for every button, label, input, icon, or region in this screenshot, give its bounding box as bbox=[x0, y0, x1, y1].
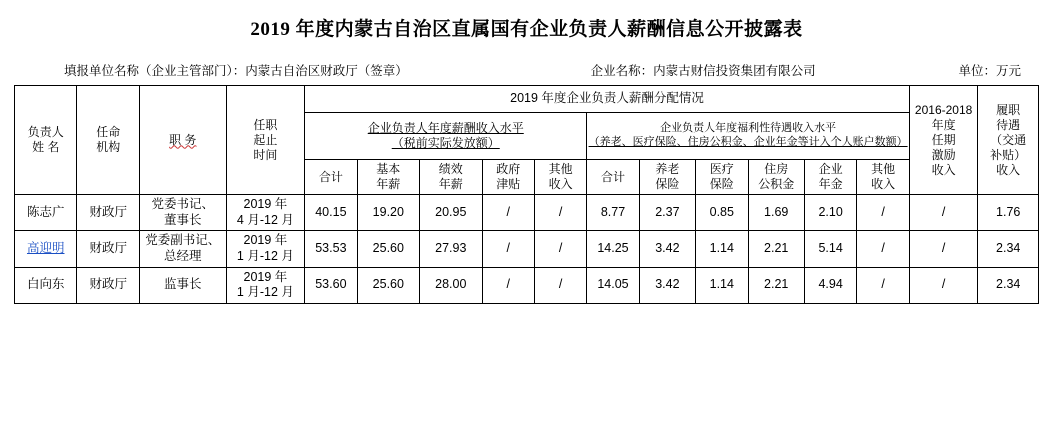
row-tenure-line2: 1 月-12 月 bbox=[236, 285, 294, 300]
row-salary-total: 40.15 bbox=[305, 195, 357, 231]
meta-row bbox=[14, 61, 1039, 79]
table-row bbox=[15, 231, 1039, 267]
row-performance-salary: 20.95 bbox=[420, 195, 482, 231]
row-welfare-other: / bbox=[857, 231, 910, 267]
header-welfare-group bbox=[587, 113, 910, 160]
row-annuity: 5.14 bbox=[804, 231, 856, 267]
header-duty-income bbox=[978, 86, 1039, 195]
row-org: 财政厅 bbox=[77, 195, 139, 231]
row-org: 财政厅 bbox=[77, 267, 139, 303]
row-annuity: 4.94 bbox=[804, 267, 856, 303]
header-welfare-group-line2: （养老、医疗保险、住房公积金、企业年金等计入个人账户数额） bbox=[588, 136, 908, 148]
row-medical: 1.14 bbox=[696, 231, 748, 267]
header-name-line2: 姓 名 bbox=[32, 140, 60, 154]
header-annuity-line1: 企业 bbox=[818, 162, 843, 176]
header-housing-fund-line1: 住房 bbox=[764, 162, 789, 176]
row-other-income: / bbox=[534, 267, 586, 303]
row-position-line2: 董事长 bbox=[164, 212, 202, 227]
row-org: 财政厅 bbox=[77, 231, 139, 267]
row-base-salary: 25.60 bbox=[357, 267, 419, 303]
row-position bbox=[139, 195, 226, 231]
header-appoint-org bbox=[77, 86, 139, 195]
header-tenure-line2: 起止 bbox=[253, 132, 278, 147]
header-duty-line2: 待遇 bbox=[996, 117, 1021, 132]
header-group-title: 2019 年度企业负责人薪酬分配情况 bbox=[305, 86, 910, 113]
company-name-label: 企业名称：内蒙古财信投资集团有限公司 bbox=[590, 64, 816, 78]
header-duty-line4: 补贴） bbox=[990, 147, 1027, 162]
row-position bbox=[139, 231, 226, 267]
header-incentive-line3: 任期 bbox=[931, 132, 956, 147]
row-name: 白向东 bbox=[15, 267, 77, 303]
header-name-line1: 负责人 bbox=[27, 125, 64, 139]
row-incentive: / bbox=[909, 231, 978, 267]
header-annuity bbox=[804, 160, 856, 195]
reporting-unit-label: 填报单位名称（企业主管部门）：内蒙古自治区财政厅（签章） bbox=[64, 64, 408, 78]
row-medical: 0.85 bbox=[696, 195, 748, 231]
row-housing-fund: 2.21 bbox=[748, 231, 804, 267]
row-name-link[interactable]: 高迎明 bbox=[26, 241, 65, 256]
header-incentive-line1: 2016-2018 bbox=[914, 102, 973, 117]
header-welfare-other bbox=[857, 160, 910, 195]
header-welfare-group-line1: 企业负责人年度福利性待遇收入水平 bbox=[660, 122, 837, 135]
header-position-label: 职 务 bbox=[169, 132, 197, 147]
row-welfare-other: / bbox=[857, 267, 910, 303]
row-tenure bbox=[226, 231, 305, 267]
header-welfare-other-line2: 收入 bbox=[871, 177, 896, 191]
page-title: 2019 年度内蒙古自治区直属国有企业负责人薪酬信息公开披露表 bbox=[250, 19, 803, 40]
row-tenure-line2: 4 月-12 月 bbox=[236, 212, 294, 227]
row-duty: 1.76 bbox=[978, 195, 1039, 231]
unit-label: 单位：万元 bbox=[958, 64, 1021, 78]
row-welfare-total: 14.25 bbox=[587, 231, 639, 267]
row-position-line1: 党委书记、 bbox=[151, 197, 215, 211]
row-performance-salary: 28.00 bbox=[420, 267, 482, 303]
row-salary-total: 53.60 bbox=[305, 267, 357, 303]
header-medical-line2: 保险 bbox=[709, 177, 734, 191]
table-row bbox=[15, 195, 1039, 231]
row-position-line1: 党委副书记、 bbox=[145, 233, 221, 248]
header-other-income-line1: 其他 bbox=[548, 162, 573, 176]
row-salary-total: 53.53 bbox=[305, 231, 357, 267]
header-incentive-income bbox=[909, 86, 978, 195]
header-annuity-line2: 年金 bbox=[818, 177, 843, 191]
header-incentive-line2: 年度 bbox=[931, 117, 956, 132]
header-position bbox=[139, 86, 226, 195]
header-salary-group-line1: 企业负责人年度薪酬收入水平 bbox=[367, 121, 524, 135]
row-tenure-line1: 2019 年 bbox=[243, 269, 288, 284]
header-salary-group-line2: （税前实际发放额） bbox=[391, 136, 500, 150]
header-performance-salary-line1: 绩效 bbox=[438, 162, 463, 176]
header-other-income-line2: 收入 bbox=[548, 177, 573, 191]
row-base-salary: 19.20 bbox=[357, 195, 419, 231]
row-welfare-total: 14.05 bbox=[587, 267, 639, 303]
row-pension: 3.42 bbox=[639, 267, 695, 303]
header-housing-fund bbox=[748, 160, 804, 195]
row-tenure-line1: 2019 年 bbox=[243, 233, 288, 248]
header-duty-line1: 履职 bbox=[996, 102, 1021, 117]
row-base-salary: 25.60 bbox=[357, 231, 419, 267]
header-tenure-line1: 任职 bbox=[253, 117, 278, 132]
row-other-income: / bbox=[534, 195, 586, 231]
row-annuity: 2.10 bbox=[804, 195, 856, 231]
header-tenure bbox=[226, 86, 305, 195]
header-base-salary-line2: 年薪 bbox=[376, 177, 401, 191]
header-duty-line3: （交通 bbox=[990, 132, 1027, 147]
row-government-subsidy: / bbox=[482, 231, 534, 267]
header-medical-line1: 医疗 bbox=[709, 162, 734, 176]
row-government-subsidy: / bbox=[482, 195, 534, 231]
row-welfare-other: / bbox=[857, 195, 910, 231]
row-incentive: / bbox=[909, 195, 978, 231]
row-other-income: / bbox=[534, 231, 586, 267]
header-pension bbox=[639, 160, 695, 195]
header-housing-fund-line2: 公积金 bbox=[758, 177, 795, 191]
header-other-income bbox=[534, 160, 586, 195]
header-performance-salary-line2: 年薪 bbox=[438, 177, 463, 191]
row-medical: 1.14 bbox=[696, 267, 748, 303]
row-position-line2: 总经理 bbox=[164, 248, 202, 263]
header-performance-salary bbox=[420, 160, 482, 195]
header-tenure-line3: 时间 bbox=[253, 147, 278, 162]
row-duty: 2.34 bbox=[978, 267, 1039, 303]
row-pension: 3.42 bbox=[639, 231, 695, 267]
header-government-subsidy bbox=[482, 160, 534, 195]
row-name bbox=[15, 231, 77, 267]
header-incentive-line4: 激励 bbox=[931, 147, 956, 162]
header-duty-line5: 收入 bbox=[996, 162, 1021, 177]
header-base-salary-line1: 基本 bbox=[376, 162, 401, 176]
row-name: 陈志广 bbox=[15, 195, 77, 231]
header-base-salary bbox=[357, 160, 419, 195]
table-row bbox=[15, 267, 1039, 303]
row-welfare-total: 8.77 bbox=[587, 195, 639, 231]
header-welfare-other-line1: 其他 bbox=[871, 162, 896, 176]
header-pension-line2: 保险 bbox=[655, 177, 680, 191]
row-housing-fund: 1.69 bbox=[748, 195, 804, 231]
header-government-subsidy-line1: 政府 bbox=[496, 162, 521, 176]
row-housing-fund: 2.21 bbox=[748, 267, 804, 303]
row-tenure bbox=[226, 195, 305, 231]
row-tenure-line2: 1 月-12 月 bbox=[236, 248, 294, 263]
header-salary-group bbox=[305, 113, 587, 160]
row-pension: 2.37 bbox=[639, 195, 695, 231]
header-name bbox=[15, 86, 77, 195]
row-tenure-line1: 2019 年 bbox=[243, 197, 288, 211]
header-government-subsidy-line2: 津贴 bbox=[496, 177, 521, 191]
header-welfare-total: 合计 bbox=[587, 160, 639, 195]
row-incentive: / bbox=[909, 267, 978, 303]
header-appoint-org-line2: 机构 bbox=[96, 140, 121, 154]
header-salary-total: 合计 bbox=[305, 160, 357, 195]
row-tenure bbox=[226, 267, 305, 303]
salary-disclosure-table bbox=[14, 85, 1039, 304]
row-position-line1: 监事长 bbox=[164, 277, 202, 292]
header-pension-line1: 养老 bbox=[655, 162, 680, 176]
header-incentive-line5: 收入 bbox=[931, 162, 956, 177]
row-government-subsidy: / bbox=[482, 267, 534, 303]
header-medical bbox=[696, 160, 748, 195]
row-position bbox=[139, 267, 226, 303]
row-duty: 2.34 bbox=[978, 231, 1039, 267]
row-performance-salary: 27.93 bbox=[420, 231, 482, 267]
header-appoint-org-line1: 任命 bbox=[96, 125, 121, 139]
